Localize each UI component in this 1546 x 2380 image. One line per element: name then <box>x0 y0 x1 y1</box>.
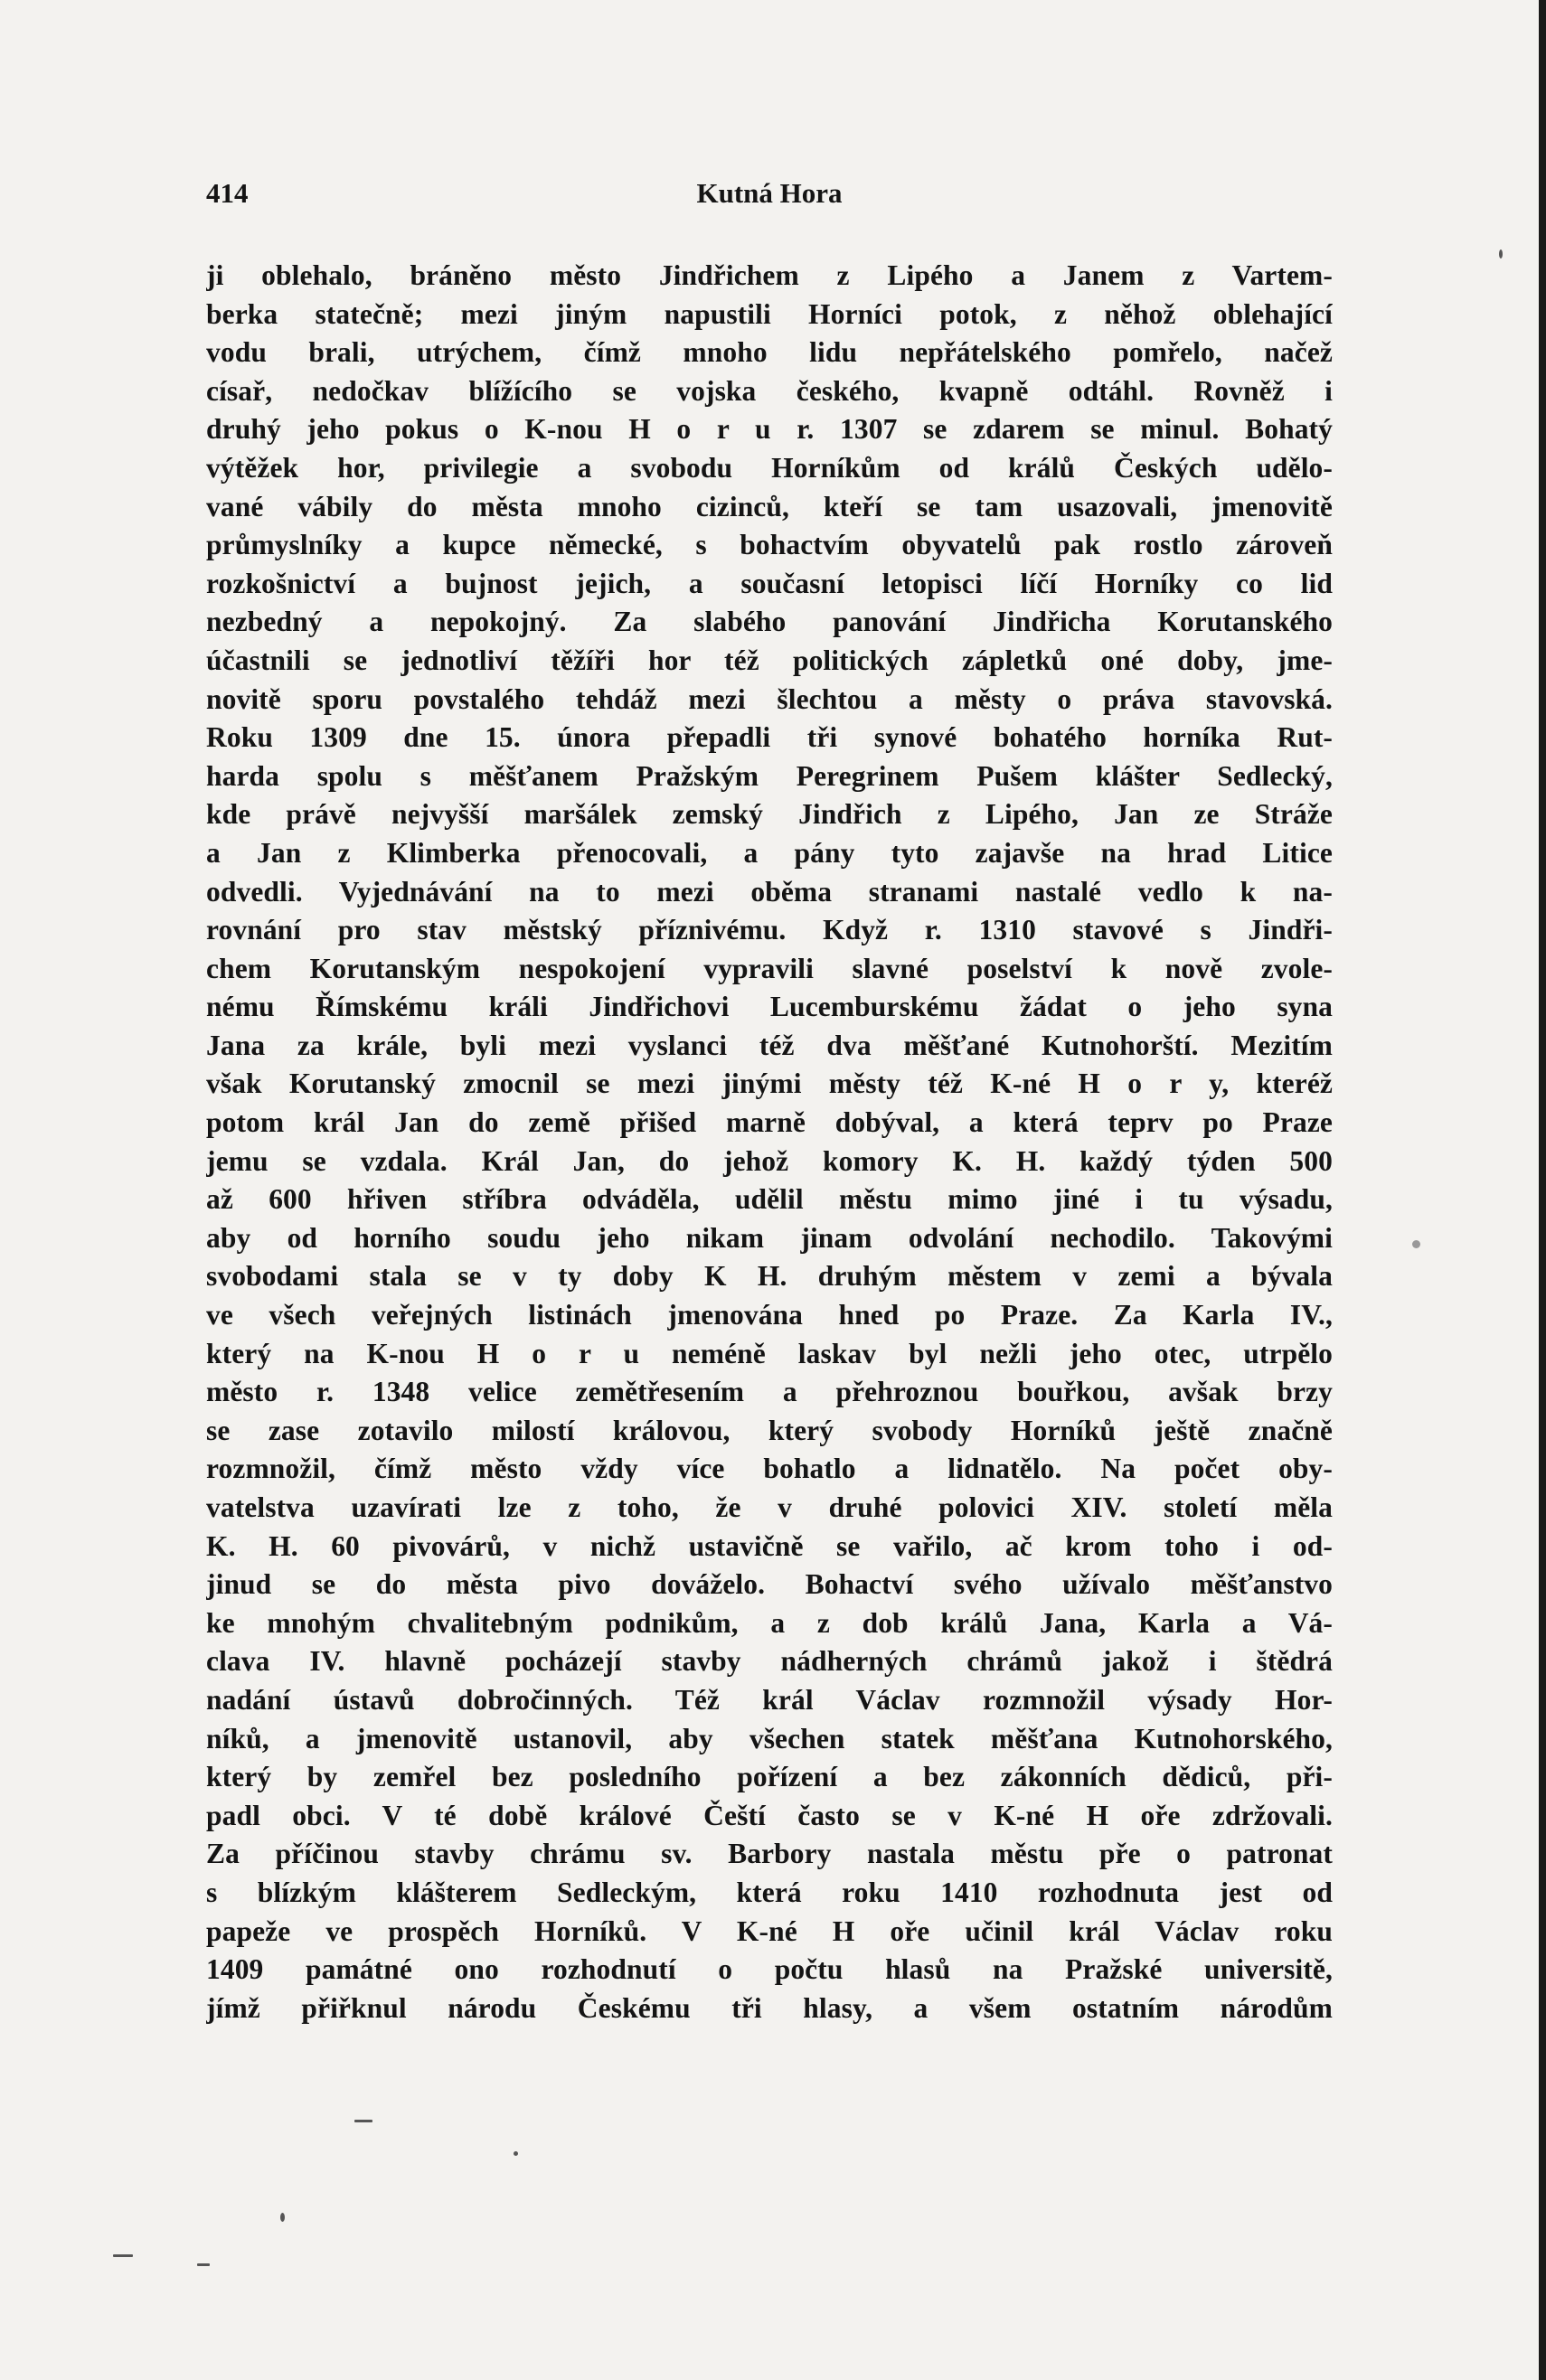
book-page <box>206 177 1333 2024</box>
text-line: níků, a jmenovitě ustanovil, aby všechen statek měšťana Kutnohorského, <box>206 1722 1333 1754</box>
text-line: město r. 1348 velice zemětřesením a přehroznou bouřkou, avšak brzy <box>206 1376 1333 1408</box>
text-line: ke mnohým chvalitebným podnikům, a z dob králů Jana, Karla a Vá- <box>206 1606 1333 1639</box>
text-line: účastnili se jednotliví těžíři hor též politických zápletků oné doby, jme- <box>206 644 1333 676</box>
text-line: chem Korutanským nespokojení vypravili slavné poselství k nově zvole- <box>206 952 1333 984</box>
text-line: který na K-nou H o r u neméně laskav byl nežli jeho otec, utrpělo <box>206 1337 1333 1369</box>
text-line: Jana za krále, byli mezi vyslanci též dva měšťané Kutnohorští. Mezitím <box>206 1029 1333 1061</box>
text-line: jemu se vzdala. Král Jan, do jehož komory K. H. každý týden 500 <box>206 1144 1333 1177</box>
text-line: papeže ve prospěch Horníků. V K-né H oře učinil král Václav roku <box>206 1914 1333 1947</box>
scan-speck <box>354 2120 372 2122</box>
text-line: jinud se do města pivo dováželo. Bohactví svého užívalo měšťanstvo <box>206 1568 1333 1601</box>
text-line: a Jan z Klimberka přenocovali, a pány tyto zajavše na hrad Litice <box>206 836 1333 869</box>
text-line: aby od horního soudu jeho nikam jinam odvolání nechodilo. Takovými <box>206 1221 1333 1254</box>
scan-speck <box>1412 1240 1420 1248</box>
text-line: nezbedný a nepokojný. Za slabého panování Jindřicha Korutanského <box>206 606 1333 638</box>
text-line: K. H. 60 pivovárů, v nichž ustavičně se vařilo, ač krom toho i od- <box>206 1529 1333 1562</box>
text-line: až 600 hřiven stříbra odváděla, udělil městu mimo jiné i tu výsadu, <box>206 1183 1333 1216</box>
text-line: odvedli. Vyjednávání na to mezi oběma stranami nastalé vedlo k na- <box>206 875 1333 908</box>
text-line: padl obci. V té době králové Čeští často se v K-né H oře zdržovali. <box>206 1799 1333 1831</box>
scan-edge <box>1539 0 1546 2380</box>
text-line: rozkošnictví a bujnost jejich, a současní letopisci líčí Horníky co lid <box>206 567 1333 599</box>
scan-speck <box>280 2213 285 2222</box>
scan-speck <box>1499 249 1503 259</box>
text-line: jímž přiřknul národu Českému tři hlasy, a všem ostatním národům <box>206 1991 1333 2024</box>
text-line: nadání ústavů dobročinných. Též král Václav rozmnožil výsady Hor- <box>206 1683 1333 1716</box>
scan-speck <box>514 2151 518 2156</box>
text-line: berka statečně; mezi jiným napustili Horníci potok, z něhož oblehající <box>206 297 1333 330</box>
text-line: potom král Jan do země přišed marně dobýval, a která teprv po Praze <box>206 1106 1333 1139</box>
text-line: svobodami stala se v ty doby K H. druhým městem v zemi a bývala <box>206 1260 1333 1293</box>
text-line: Za příčinou stavby chrámu sv. Barbory nastala městu pře o patronat <box>206 1838 1333 1870</box>
scan-speck <box>197 2263 210 2266</box>
text-line: který by zemřel bez posledního pořízení a bez zákonních dědiců, při- <box>206 1761 1333 1793</box>
text-line: výtěžek hor, privilegie a svobodu Horníkům od králů Českých udělo- <box>206 451 1333 484</box>
text-line: s blízkým klášterem Sedleckým, která roku 1410 rozhodnuta jest od <box>206 1876 1333 1908</box>
text-line: ji oblehalo, bráněno město Jindřichem z Lipého a Janem z Vartem- <box>206 259 1333 291</box>
text-line: vodu brali, utrýchem, čímž mnoho lidu nepřátelského pomřelo, načež <box>206 336 1333 369</box>
text-line: druhý jeho pokus o K-nou H o r u r. 1307 se zdarem se minul. Bohatý <box>206 413 1333 446</box>
text-line: nému Římskému králi Jindřichovi Lucemburskému žádat o jeho syna <box>206 991 1333 1023</box>
text-line: rozmnožil, čímž město vždy více bohatlo a lidnatělo. Na počet oby- <box>206 1453 1333 1485</box>
text-line: Roku 1309 dne 15. února přepadli tři synové bohatého horníka Rut- <box>206 721 1333 754</box>
text-line: clava IV. hlavně pocházejí stavby nádherných chrámů jakož i štědrá <box>206 1645 1333 1678</box>
scan-speck <box>113 2254 133 2257</box>
body-text <box>206 257 1333 2027</box>
text-line: se zase zotavilo milostí královou, který svobody Horníků ještě značně <box>206 1414 1333 1446</box>
text-line: císař, nedočkav blížícího se vojska českého, kvapně odtáhl. Rovněž i <box>206 374 1333 407</box>
text-line: průmyslníky a kupce německé, s bohactvím obyvatelů pak rostlo zároveň <box>206 529 1333 561</box>
text-line: rovnání pro stav městský příznivému. Když r. 1310 stavové s Jindři- <box>206 914 1333 946</box>
text-line: kde právě nejvyšší maršálek zemský Jindřich z Lipého, Jan ze Stráže <box>206 798 1333 831</box>
text-line: vané vábily do města mnoho cizinců, kteří se tam usazovali, jmenovitě <box>206 490 1333 522</box>
text-line: 1409 památné ono rozhodnutí o počtu hlasů na Pražské universitě, <box>206 1953 1333 1986</box>
text-line: novitě sporu povstalého tehdáž mezi šlechtou a městy o práva stavovská. <box>206 682 1333 715</box>
page-number: 414 <box>206 177 249 209</box>
text-line: harda spolu s měšťanem Pražským Peregrinem Pušem klášter Sedlecký, <box>206 759 1333 792</box>
text-line: však Korutanský zmocnil se mezi jinými městy též K-né H o r y, kteréž <box>206 1068 1333 1100</box>
text-line: vatelstva uzavírati lze z toho, že v druhé polovici XIV. století měla <box>206 1491 1333 1523</box>
page-header <box>206 177 1333 222</box>
running-title: Kutná Hora <box>696 177 843 209</box>
text-line: ve všech veřejných listinách jmenována hned po Praze. Za Karla IV., <box>206 1299 1333 1331</box>
